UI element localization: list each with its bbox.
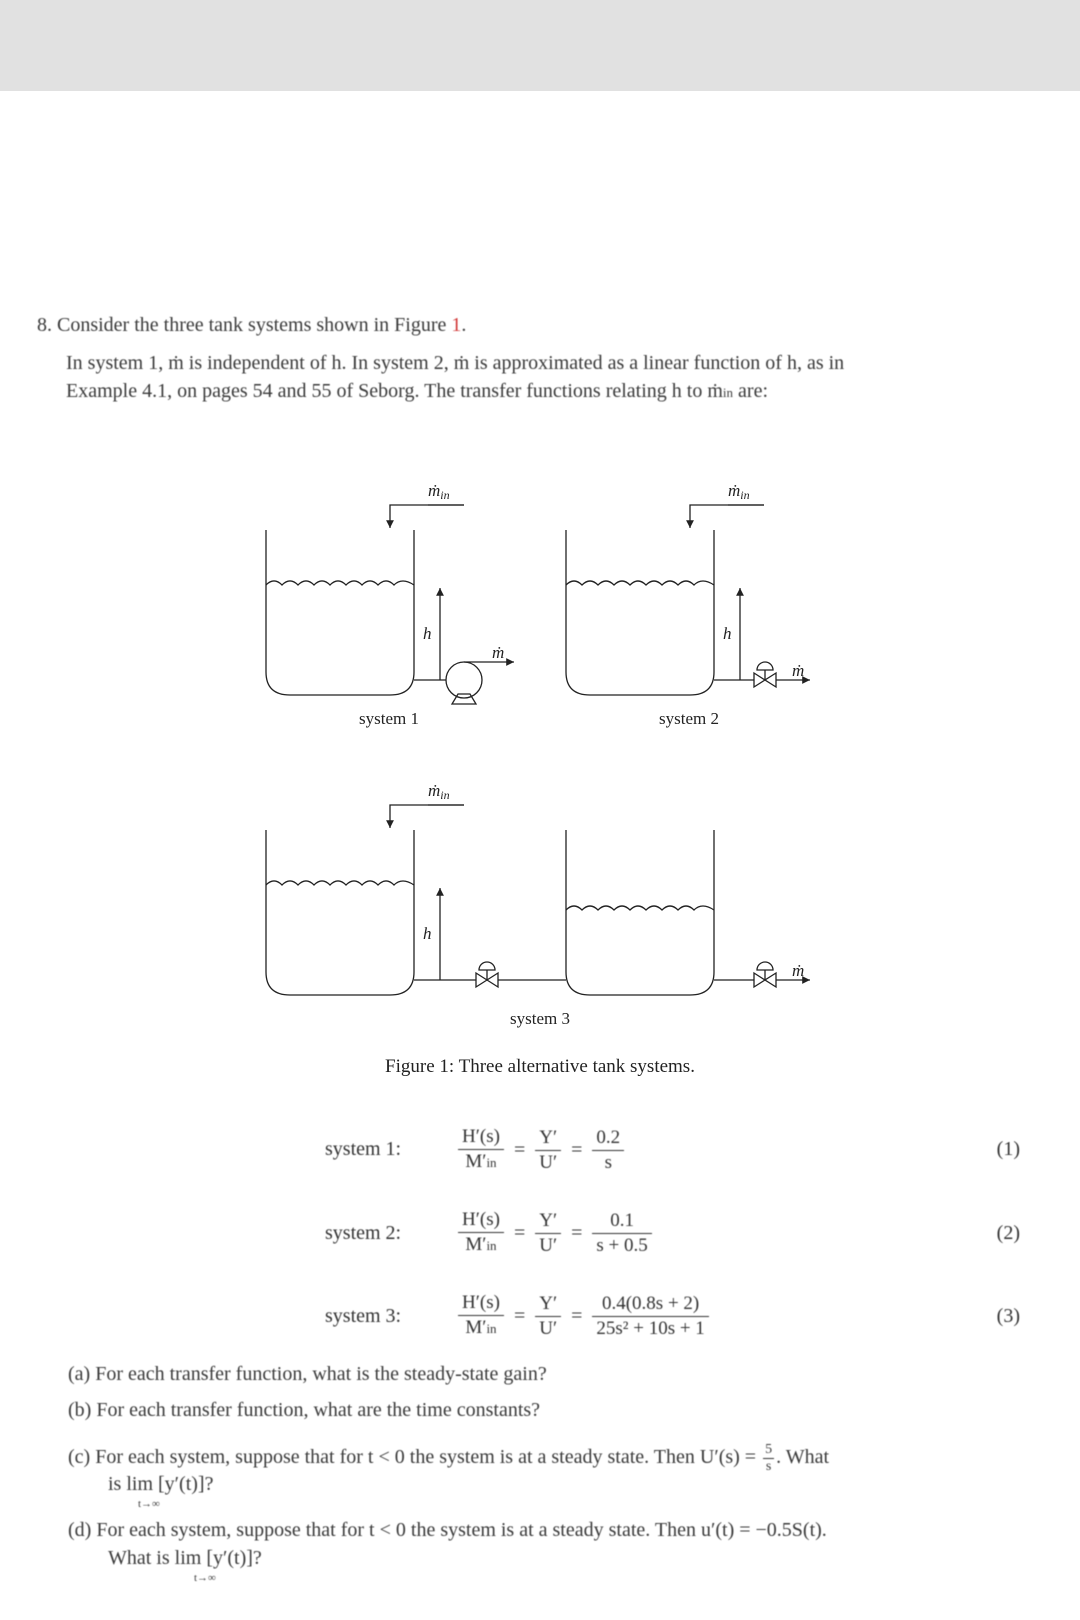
system3-h-label: h bbox=[423, 924, 432, 943]
system1-label: system 1 bbox=[359, 709, 419, 728]
system3-tankA-surface bbox=[266, 881, 414, 885]
system3-m-label: ṁ bbox=[792, 961, 805, 980]
system1-m-label: ṁ bbox=[492, 643, 505, 662]
eq1-rhs-num: 0.2 bbox=[592, 1126, 624, 1151]
part-c-end: . What bbox=[776, 1446, 830, 1469]
eq1-lhs-den-sub: in bbox=[486, 1155, 497, 1170]
eq1-mid-den: U′ bbox=[539, 1151, 558, 1173]
system1-h-label: h bbox=[423, 624, 432, 643]
system1-inlet-pipe bbox=[390, 505, 464, 528]
viewer-top-bar bbox=[0, 0, 1080, 91]
system2-label: system 2 bbox=[659, 709, 719, 728]
eq2-rhs-den: s + 0.5 bbox=[596, 1234, 648, 1256]
part-d-limit: What is lim [y′(t)]? bbox=[108, 1547, 262, 1569]
eq3-number: (3) bbox=[996, 1305, 1020, 1327]
tank-systems-figure bbox=[0, 460, 1080, 1080]
pump-icon bbox=[446, 662, 482, 698]
eq1-label: system 1: bbox=[325, 1138, 402, 1160]
system1-min-label: ṁin bbox=[428, 481, 450, 502]
system2-m-label: ṁ bbox=[792, 661, 805, 680]
eq3-mid-num: Y′ bbox=[535, 1292, 561, 1317]
eq1-lhs-den: M′ bbox=[465, 1151, 487, 1172]
figure-ref-link[interactable]: 1 bbox=[451, 314, 462, 336]
part-b: (b) For each transfer function, what are the time constants? bbox=[68, 1399, 541, 1421]
body-line2-sub: in bbox=[722, 385, 734, 400]
body-line2-text: Example 4.1, on pages 54 and 55 of Seborg. The transfer functions relating h to ṁ bbox=[66, 380, 723, 402]
body-line2-end: are: bbox=[733, 380, 769, 402]
system3-min-label: ṁin bbox=[428, 781, 450, 802]
part-d-line2 bbox=[108, 1544, 262, 1584]
system2-diagram bbox=[566, 505, 810, 695]
system3-inlet-pipe bbox=[390, 805, 464, 828]
system2-min-label: ṁin bbox=[728, 481, 750, 502]
system3-diagram bbox=[266, 805, 810, 995]
eq1-number: (1) bbox=[996, 1138, 1020, 1160]
system2-h-label: h bbox=[723, 624, 732, 643]
eq2-number: (2) bbox=[996, 1222, 1020, 1244]
eq2-lhs-den: M′ bbox=[465, 1234, 487, 1255]
eq3-rhs-den: 25s² + 10s + 1 bbox=[596, 1317, 705, 1339]
eq2-mid-den: U′ bbox=[539, 1234, 558, 1256]
eq3-lhs-den-sub: in bbox=[486, 1321, 497, 1336]
part-d-line1: (d) For each system, suppose that for t < 0 the system is at a steady state. Then u′(t) = −0.5S(t). bbox=[68, 1519, 827, 1541]
eq3-label: system 3: bbox=[325, 1305, 402, 1327]
system3-label: system 3 bbox=[510, 1009, 570, 1028]
eq2-label: system 2: bbox=[325, 1222, 402, 1244]
eq3-rhs-num: 0.4(0.8s + 2) bbox=[592, 1292, 708, 1317]
eq2-rhs-num: 0.1 bbox=[592, 1209, 651, 1234]
eq1-mid-num: Y′ bbox=[535, 1126, 561, 1151]
question-number: 8. bbox=[37, 314, 52, 336]
eq1-rhs-den: s bbox=[604, 1151, 612, 1173]
part-c-frac-num: 5 bbox=[765, 1442, 773, 1457]
part-c-line2 bbox=[108, 1470, 214, 1510]
part-c-text: (c) For each system, suppose that for t < 0 the system is at a steady state. Then U′(s) = bbox=[68, 1446, 757, 1469]
eq3-mid-den: U′ bbox=[539, 1317, 558, 1339]
eq2-mid-num: Y′ bbox=[535, 1209, 561, 1234]
question-intro-text: Consider the three tank systems shown in Figure bbox=[57, 314, 447, 336]
part-c-limit: is lim [y′(t)]? bbox=[108, 1473, 214, 1495]
system1-liquid-surface bbox=[266, 581, 414, 585]
system1-diagram bbox=[266, 505, 514, 704]
eq2-lhs-num: H′(s) bbox=[458, 1208, 504, 1233]
valve-icon bbox=[754, 962, 776, 987]
question-body-line1: In system 1, ṁ is independent of h. In system 2, ṁ is approximated as a linear function of h, as in bbox=[66, 352, 845, 374]
eq2-lhs-den-sub: in bbox=[486, 1238, 497, 1253]
eq1-lhs-num: H′(s) bbox=[458, 1125, 504, 1150]
part-c-frac-den: s bbox=[765, 1459, 772, 1474]
eq2-row: $\frac{H'(s)}{M'in}$ = $\frac{Y'}{U'}$ = $\frac{0.1}{s + 0.5}$ bbox=[454, 1208, 656, 1258]
part-a: (a) For each transfer function, what is the steady-state gain? bbox=[68, 1363, 547, 1385]
part-d-limit-sub: t→∞ bbox=[194, 1572, 216, 1584]
question-body-line2 bbox=[66, 377, 768, 407]
eq3-lhs-num: H′(s) bbox=[458, 1291, 504, 1316]
eq3-lhs-den: M′ bbox=[465, 1317, 487, 1338]
figure-caption: Figure 1: Three alternative tank systems. bbox=[385, 1056, 695, 1077]
system2-inlet-pipe bbox=[690, 505, 764, 528]
system3-tankB-surface bbox=[566, 906, 714, 910]
valve-icon bbox=[754, 662, 776, 687]
eq3-row: $\frac{H'(s)}{M'in}$ = $\frac{Y'}{U'}$ = $\frac{0.4(0.8s + 2)}{\text{25s² + 10s + 1}}$ bbox=[454, 1291, 713, 1341]
system2-liquid-surface bbox=[566, 581, 714, 585]
valve-icon bbox=[476, 962, 498, 987]
eq1-row: $\frac{H'(s)}{M'in}$ = $\frac{Y'}{U'}$ = $\frac{0.2}{s}$ bbox=[454, 1125, 628, 1175]
question-intro: 8. Consider the three tank systems shown in Figure 1. bbox=[37, 314, 467, 336]
part-c-limit-sub: t→∞ bbox=[138, 1498, 160, 1510]
